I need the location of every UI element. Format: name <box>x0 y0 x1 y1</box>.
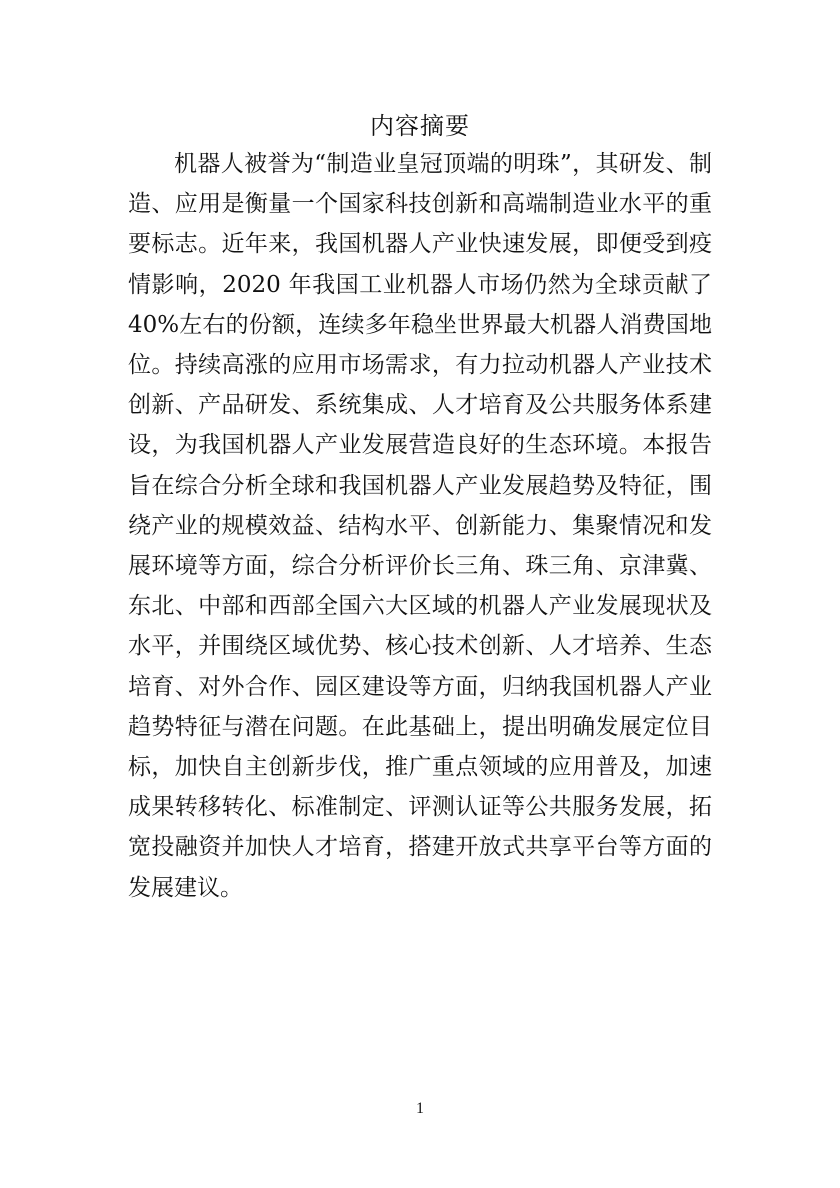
page-title: 内容摘要 <box>370 112 470 140</box>
abstract-paragraph: 机器人被誉为“制造业皇冠顶端的明珠”，其研发、制造、应用是衡量一个国家科技创新和高端制造业水平的重要标志。近年来，我国机器人产业快速发展，即便受到疫情影响，2020 年我国工业机器人市场仍然为全球贡献了 40%左右的份额，连续多年稳坐世界最大机器人消费国地位。持续高涨的应用市场需求，有力拉动机器人产业技术创新、产品研发、系统集成、人才培育及公共服务体系建设，为我国机器人产业发展营造良好的生态环境。本报告旨在综合分析全球和我国机器人产业发展趋势及特征，围绕产业的规模效益、结构水平、创新能力、集聚情况和发展环境等方面，综合分析评价长三角、珠三角、京津冀、东北、中部和西部全国六大区域的机器人产业发展现状及水平，并围绕区域优势、核心技术创新、人才培养、生态培育、对外合作、园区建设等方面，归纳我国机器人产业趋势特征与潜在问题。在此基础上，提出明确发展定位目标，加快自主创新步伐，推广重点领域的应用普及，加速成果转移转化、标准制定、评测认证等公共服务发展，拓宽投融资并加快人才培育，搭建开放式共享平台等方面的发展建议。 <box>128 151 712 901</box>
page-number: 1 <box>416 1100 424 1117</box>
